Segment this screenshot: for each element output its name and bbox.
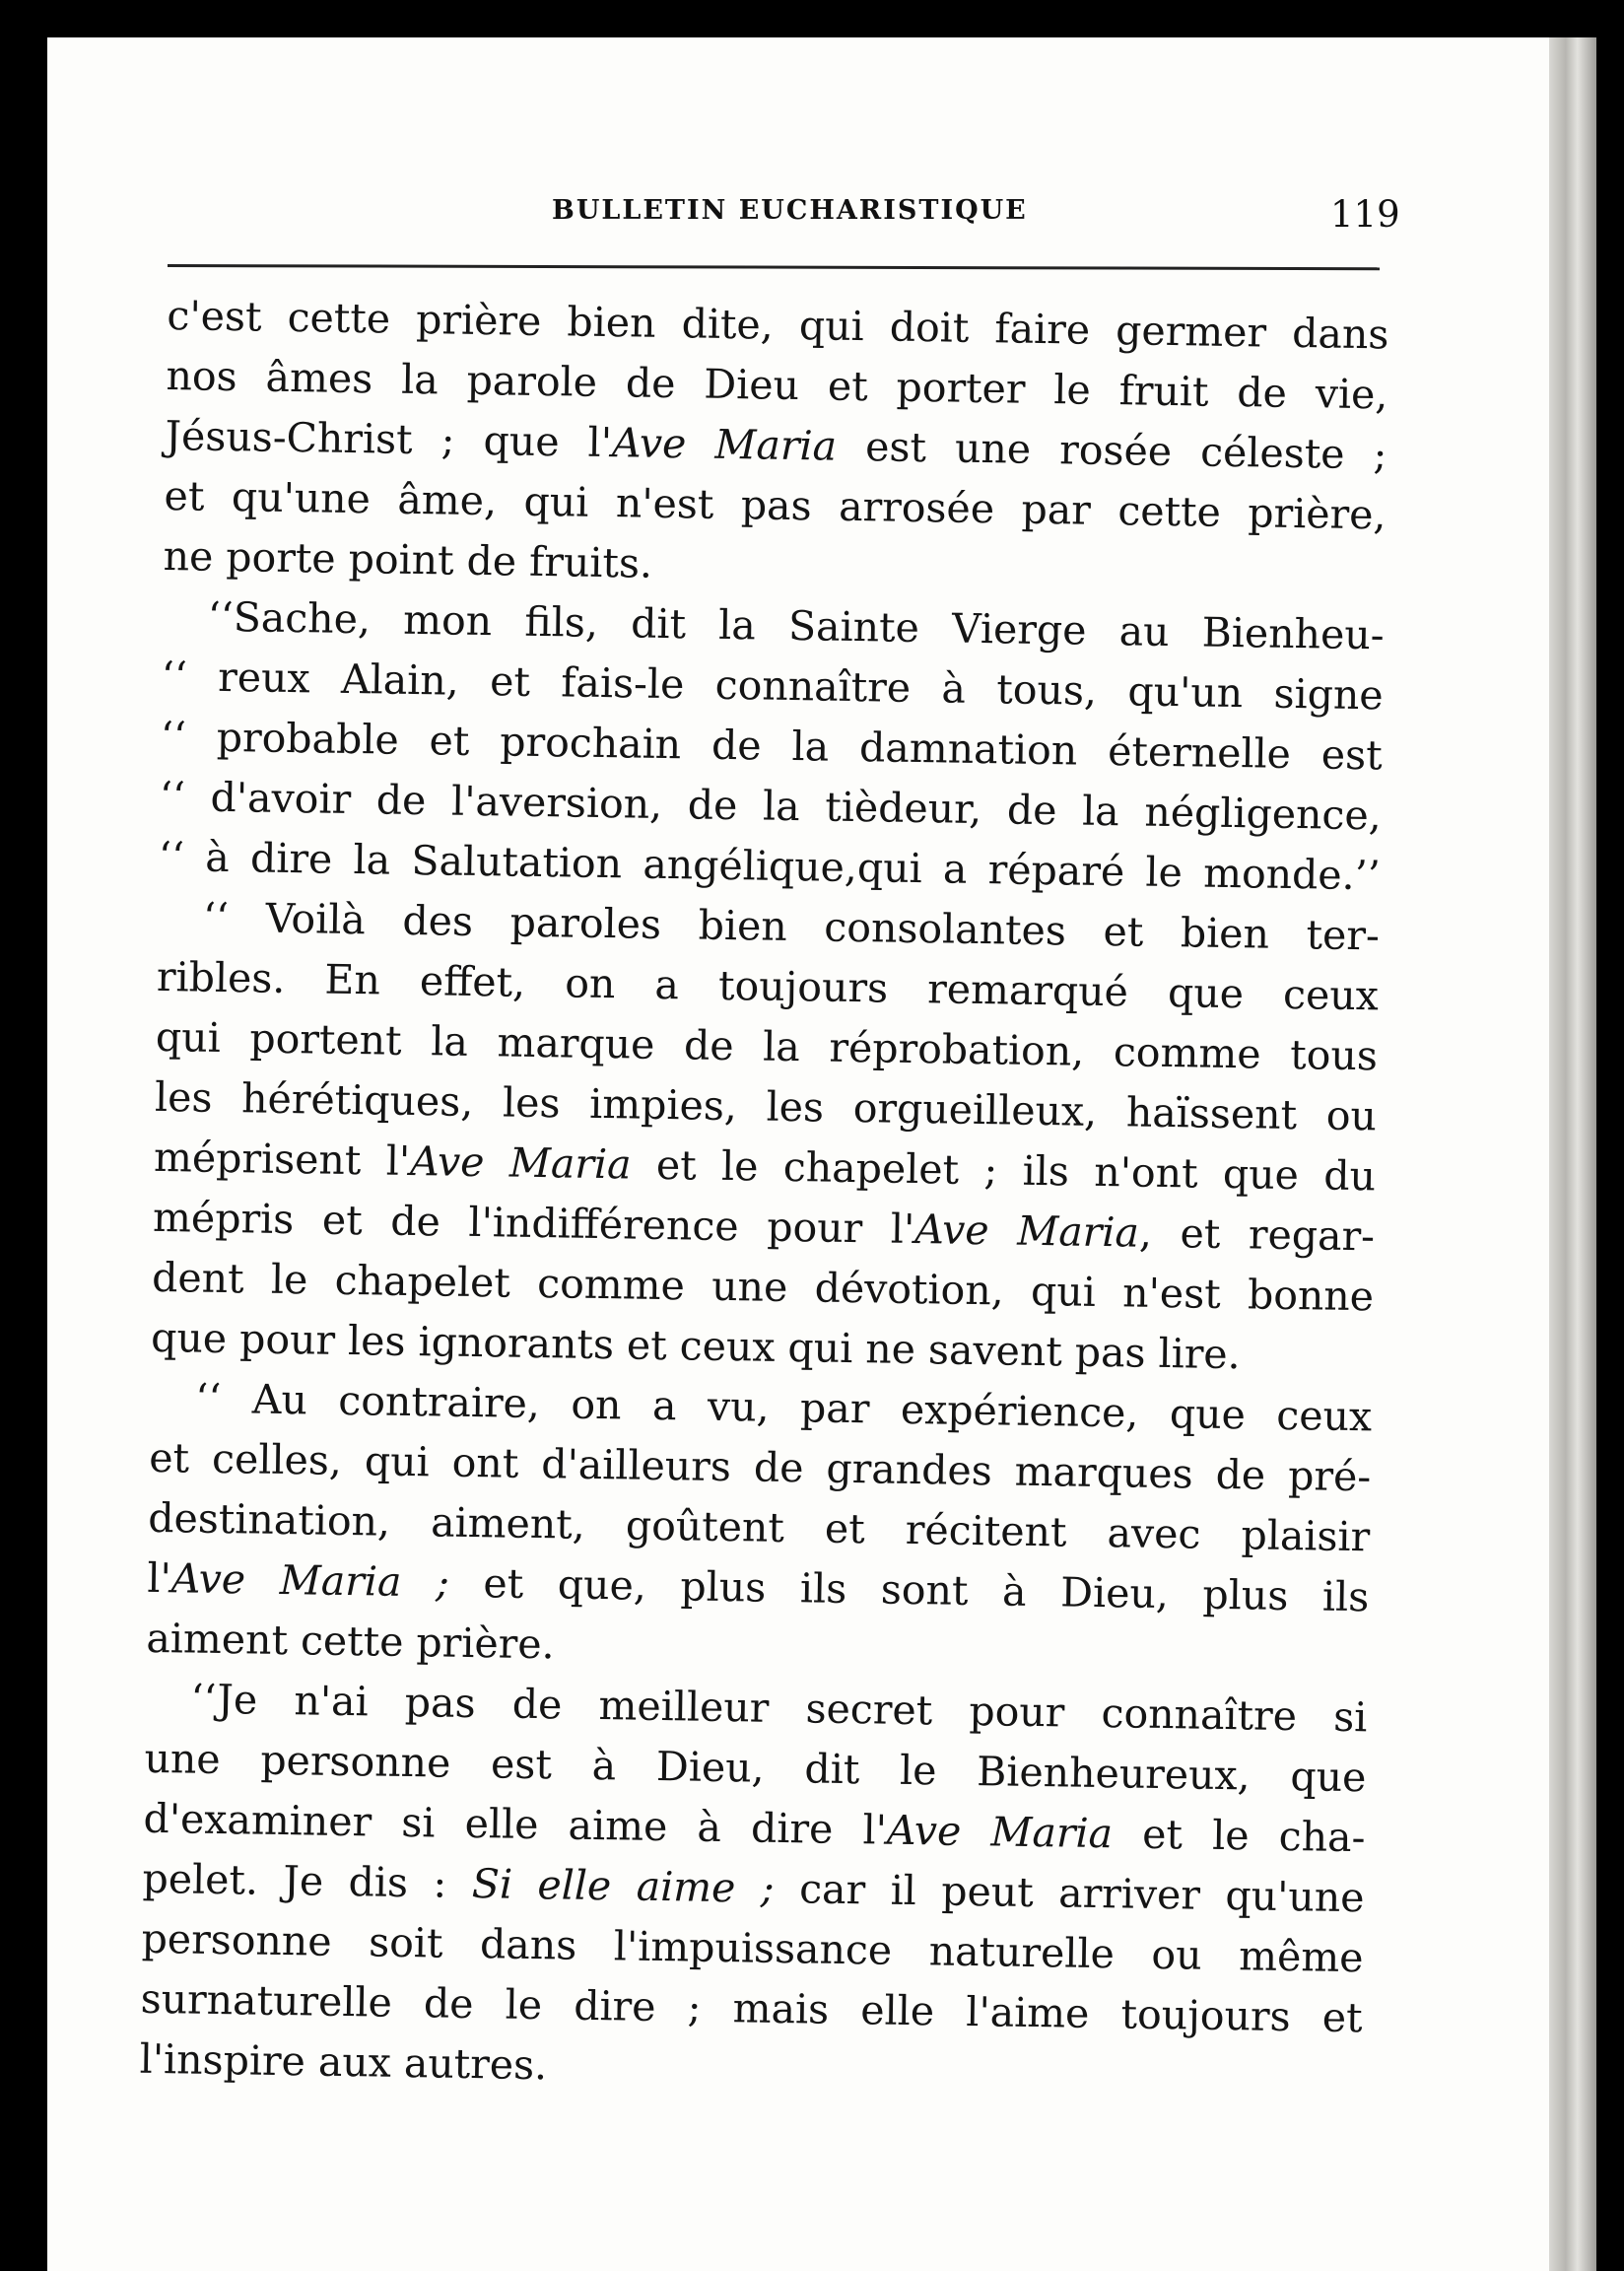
text-run: est une rosée céleste ; xyxy=(836,422,1387,479)
text-run: d'examiner si elle aime à dire l' xyxy=(143,1794,888,1854)
text-line: ‘‘Sache, mon fils, dit la Sainte Vierge au Bienheu- xyxy=(207,592,1385,659)
text-line: personne soit dans l'impuissance naturelle ou même xyxy=(141,1914,1364,1982)
text-run: pelet. Je dis : xyxy=(142,1854,473,1908)
text-run: l' xyxy=(147,1553,172,1603)
text-line: ‘‘ Au contraire, on a vu, par expérience, que ceux xyxy=(194,1374,1373,1441)
text-line: ribles. En effet, on a toujours remarqué que ceux xyxy=(156,952,1380,1020)
text-run: et le cha- xyxy=(1112,1810,1366,1862)
text-line: une personne est à Dieu, dit le Bienheureux, que xyxy=(144,1734,1367,1802)
italic-run: Ave Maria xyxy=(409,1136,632,1189)
italic-run: Ave Maria ; xyxy=(170,1554,450,1607)
page-number: 119 xyxy=(1330,193,1400,236)
text-line: ‘‘Je n'ai pas de meilleur secret pour connaître si xyxy=(190,1675,1368,1742)
text-run: méprisent l' xyxy=(153,1133,411,1185)
text-line: destination, aiment, goûtent et récitent avec plaisir xyxy=(147,1493,1371,1561)
text-line: les hérétiques, les impies, les orgueilleux, haïssent ou xyxy=(154,1072,1378,1140)
italic-run: Ave Maria xyxy=(886,1806,1114,1858)
text-line: l'inspire aux autres. xyxy=(139,2034,548,2090)
text-run: et le chapelet ; ils n'ont que du xyxy=(631,1140,1377,1201)
text-line: aiment cette prière. xyxy=(146,1614,555,1669)
text-line: surnaturelle de le dire ; mais elle l'aime toujours et xyxy=(140,1974,1363,2042)
body-text xyxy=(139,286,1389,2108)
text-run: , et regar- xyxy=(1138,1208,1376,1261)
text-line: qui portent la marque de la réprobation, comme tous xyxy=(155,1012,1379,1080)
paragraph-3 xyxy=(151,887,1381,1387)
text-line: c'est cette prière bien dite, qui doit faire germer dans xyxy=(167,291,1389,359)
text-run: et que, plus ils sont à Dieu, plus ils xyxy=(448,1558,1370,1621)
text-run: mépris et de l'indifférence pour l' xyxy=(152,1193,915,1254)
text-run: Jésus-Christ ; que l' xyxy=(165,411,613,467)
running-head xyxy=(148,156,1400,236)
text-line: et celles, qui ont d'ailleurs de grandes marques de pré- xyxy=(148,1433,1372,1501)
paragraph-4 xyxy=(146,1368,1373,1687)
text-line: ‘‘ probable et prochain de la damnation éternelle est xyxy=(160,712,1384,780)
italic-run: Ave Maria xyxy=(611,419,838,470)
text-line: dent le chapelet comme une dévotion, qui n'est bonne xyxy=(151,1253,1375,1321)
page-edge-shadow xyxy=(1549,37,1596,2271)
text-line: ne porte point de fruits. xyxy=(163,531,653,587)
text-line: et qu'une âme, qui n'est pas arrosée par cette prière, xyxy=(164,471,1387,539)
text-line: que pour les ignorants et ceux qui ne savent pas lire. xyxy=(150,1313,1242,1379)
paragraph-2 xyxy=(158,586,1385,906)
text-run: car il peut arriver qu'une xyxy=(774,1864,1365,1922)
paragraph-5 xyxy=(139,1669,1368,2108)
italic-run: Ave Maria xyxy=(914,1205,1140,1257)
text-line: nos âmes la parole de Dieu et porter le fruit de vie, xyxy=(166,351,1388,419)
italic-run: Si elle aime ; xyxy=(471,1860,776,1912)
text-line: ‘‘ reux Alain, et fais-le connaître à tous, qu'un signe xyxy=(161,652,1385,720)
running-title: BULLETIN EUCHARISTIQUE xyxy=(552,195,1028,226)
text-line: ‘‘ à dire la Salutation angélique,qui a réparé le monde.’’ xyxy=(158,832,1382,900)
text-line: ‘‘ Voilà des paroles bien consolantes et bien ter- xyxy=(202,893,1381,960)
text-line: ‘‘ d'avoir de l'aversion, de la tièdeur, de la négligence, xyxy=(159,772,1383,840)
paragraph-1 xyxy=(163,286,1389,605)
